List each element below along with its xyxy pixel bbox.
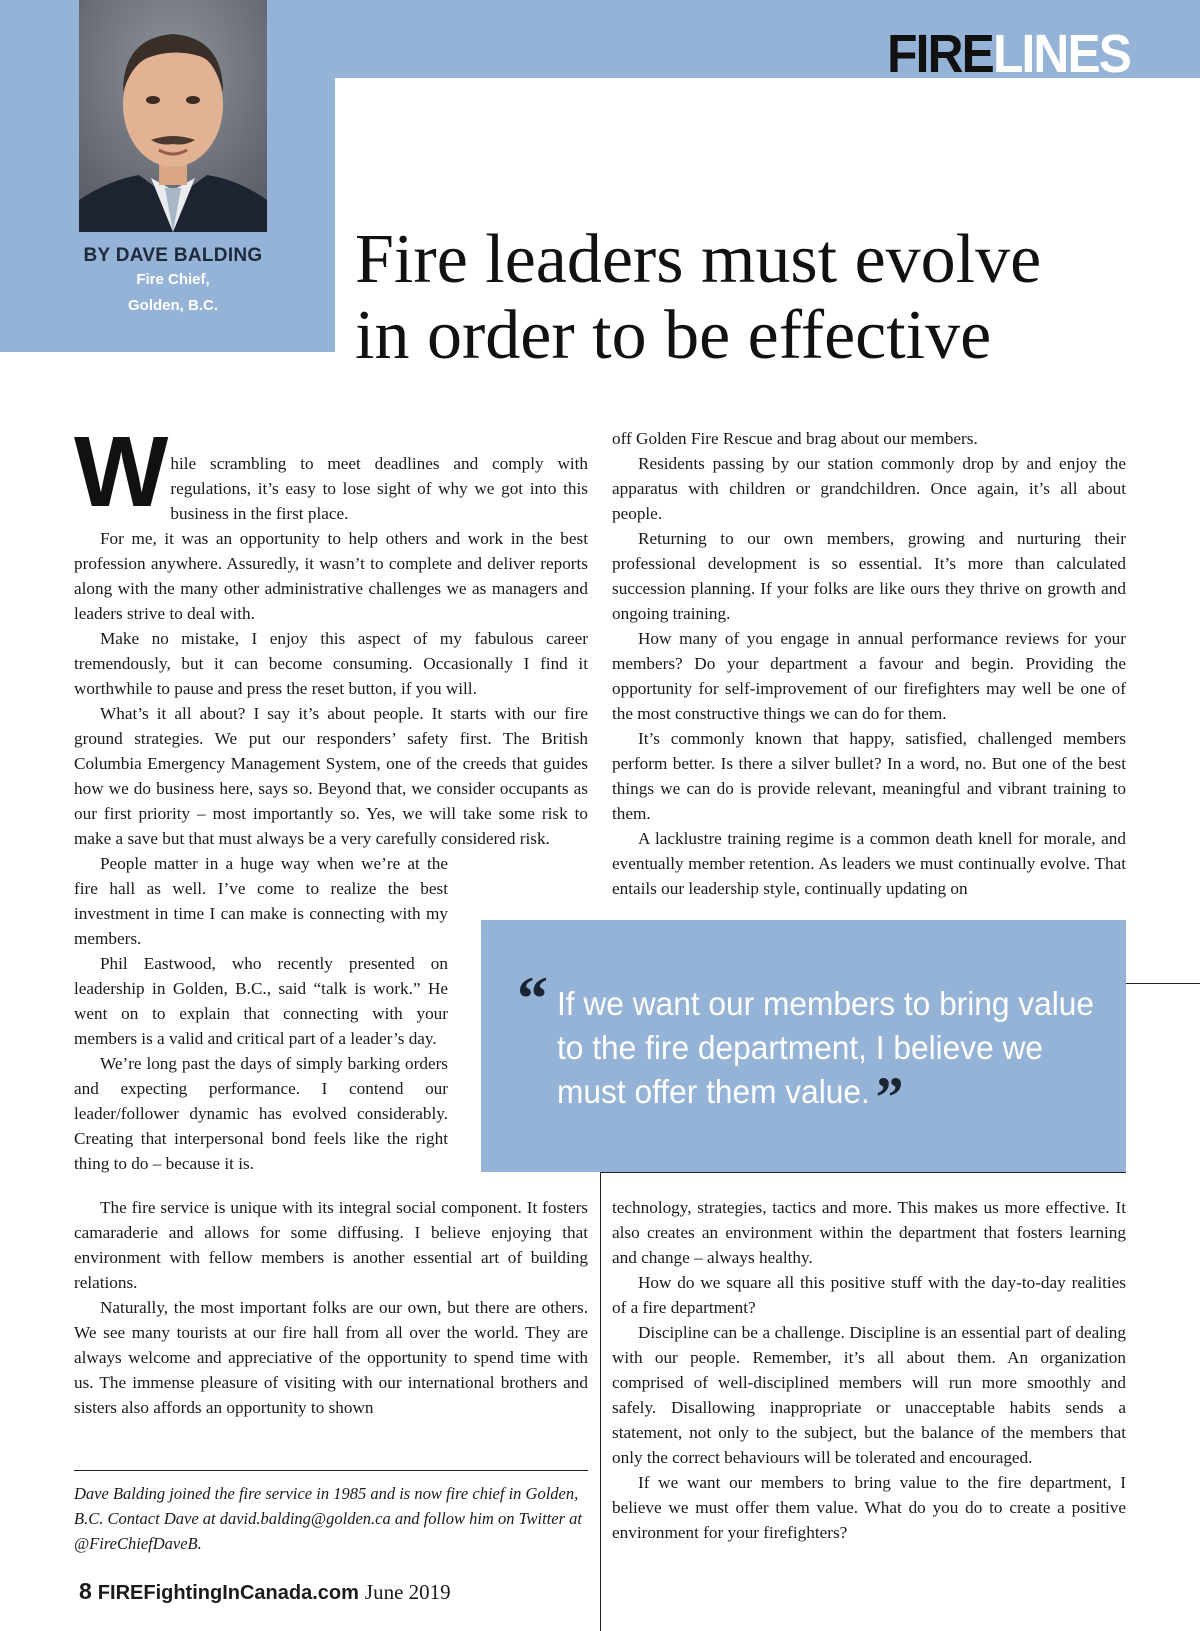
divider [600,1172,1126,1173]
page-number: 8 [79,1578,92,1604]
paragraph: technology, strategies, tactics and more. This makes us more effective. It also creates an environment within the department that fosters learning and change – always healthy. [612,1198,1126,1267]
paragraph: off Golden Fire Rescue and brag about our members. [612,429,978,448]
divider [1126,983,1200,984]
pull-quote [481,920,1126,1172]
paragraph: If we want our members to bring value to the fire department, I believe we must offer them value. What do you do to create a positive environment for your firefighters? [612,1473,1126,1542]
byline [79,245,267,319]
article-column-2 [612,426,1126,901]
paragraph: How many of you engage in annual performance reviews for your members? Do your department a favour and begin. Providing the opportunity for self-improvement of our firefighters may well be one of the most constructive things we can do for them. [612,629,1126,723]
paragraph: Make no mistake, I enjoy this aspect of my fabulous career tremendously, but it can become consuming. Occasionally I find it worthwhile to pause and press the reset button, if you will. [74,629,588,698]
headline [355,222,1175,374]
author-name: BY DAVE BALDING [83,245,263,266]
article-column-2-continued [612,1195,1126,1545]
paragraph: For me, it was an opportunity to help others and work in the best profession anywhere. Assuredly, it wasn’t to complete and deliver reports along with the many other administrative challenges we as managers and leaders strive to deal with. [74,529,588,623]
paragraph: We’re long past the days of simply barking orders and expecting performance. I contend our leader/follower dynamic has evolved considerably. Creating that interpersonal bond feels like the right thing to do – because it is. [74,1054,448,1173]
paragraph: It’s commonly known that happy, satisfied, challenged members perform better. Is there a silver bullet? In a word, no. But one of the best things we can do is provide relevant, meaningful and vibrant training to them. [612,729,1126,823]
headline-line-2: in order to be effective [355,297,992,374]
paragraph: What’s it all about? I say it’s about people. It starts with our fire ground strategies. We put our responders’ safety first. The British Columbia Emergency Management System, one of the creeds that guides how we do business here, says so. Beyond that, we consider occupants as our first priority – most importantly so. Yes, we will take some risk to make a save but that must always be a very carefully considered risk. [74,704,588,848]
pull-quote-text: If we want our members to bring value to the fire department, I believe we must offer them value. [557,985,1095,1110]
pull-quote-text-block [557,982,1095,1130]
issue-date: June 2019 [364,1580,451,1604]
author-bio: Dave Balding joined the fire service in 1985 and is now fire chief in Golden, B.C. Contact Dave at david.balding@golden.ca and follow him on Twitter at @FireChiefDaveB. [74,1484,583,1553]
column-divider [600,1172,601,1631]
page-footer [79,1576,451,1608]
open-quote-mark: “ [517,965,548,1033]
author-photo [79,0,267,232]
section-label-dark: FIRE [887,24,993,84]
section-label-light: LINES [992,24,1130,84]
paragraph: Naturally, the most important folks are our own, but there are others. We see many tourists at our fire hall from all over the world. They are always welcome and appreciative of the opportunity to spend time with us. The immense pleasure of visiting with our international brothers and sisters also affords an opportunity to shown [74,1298,588,1417]
paragraph-text: hile scrambling to meet deadlines and comply with regulations, it’s easy to lose sight of why we got into this business in the first place. [170,454,588,523]
section-label [887,22,1130,86]
headline-line-1: Fire leaders must evolve [355,221,1042,298]
author-location: Golden, B.C. [128,297,218,314]
magazine-name: FIREFightingInCanada.com [97,1582,359,1604]
paragraph: Discipline can be a challenge. Discipline is an essential part of dealing with our people. Remember, it’s all about them. An organization comprised of well-disciplined members will run more smoothly and safely. Disallowing inappropriate or unacceptable habits sends a statement, not only to the subject, but the balance of the members that only the correct behaviours will be tolerated and encouraged. [612,1323,1126,1467]
close-quote-mark: ” [875,1065,904,1130]
paragraph: How do we square all this positive stuff with the day-to-day realities of a fire department? [612,1273,1126,1317]
paragraph: People matter in a huge way when we’re at the fire hall as well. I’ve come to realize the best investment in time I can make is connecting with my members. [74,854,448,948]
paragraph: The fire service is unique with its integral social component. It fosters camaraderie and allows for some diffusing. I believe enjoying that environment with fellow members is another essential art of building relations. [74,1198,588,1292]
author-role: Fire Chief, [136,271,210,288]
paragraph: Returning to our own members, growing and nurturing their professional development is so essential. It’s more than calculated succession planning. If your folks are like ours they thrive on growth and ongoing training. [612,529,1126,623]
paragraph: A lacklustre training regime is a common death knell for morale, and eventually member retention. As leaders we must continually evolve. That entails our leadership style, continually updating on [612,829,1126,898]
paragraph [74,416,588,528]
divider [74,1470,588,1471]
drop-cap: W [74,416,165,528]
paragraph: Phil Eastwood, who recently presented on leadership in Golden, B.C., said “talk is work.” He went on to explain that connecting with your members is a valid and critical part of a leader’s day. [74,954,448,1048]
article-column-1-continued [74,1195,588,1420]
paragraph: Residents passing by our station commonly drop by and enjoy the apparatus with children or grandchildren. Once again, it’s all about people. [612,454,1126,523]
